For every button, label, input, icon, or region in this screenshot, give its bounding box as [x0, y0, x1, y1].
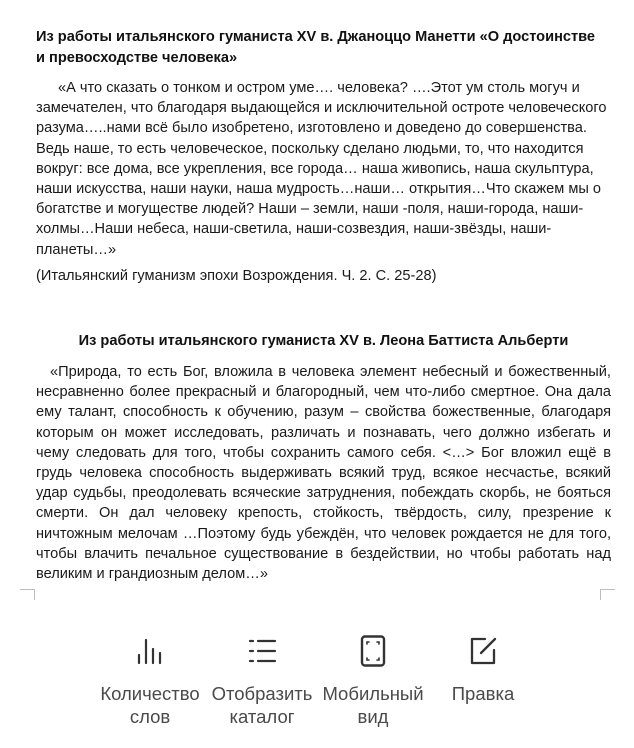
section2-title: Из работы итальянского гуманиста XV в. Леона Баттиста Альберти: [78, 333, 569, 349]
section1-source: (Итальянский гуманизм эпохи Возрождения. Ч. 2. С. 25-28): [36, 268, 437, 284]
mobile-view-button[interactable]: [311, 634, 435, 744]
word-count-button[interactable]: [88, 634, 212, 744]
edit-label: Правка: [451, 683, 515, 704]
section2-quote: «Природа, то есть Бог, вложила в человека элемент небесный и божественный, несравненно более прекрасный и благородный, чем что-либо смертное. Она дала ему талант, способность к обучению, разум – свойства божественные, благодаря которым он может исследовать, различать и познавать, чего должно избегать и чему следовать для того, чтобы сохранить самого себя. <…> Бог вложил ещё в грудь человека способность выдерживать всякий труд, всякое несчастье, всякий удар судьбы, преодолевать всяческие затруднения, побеждать скорбь, не бояться смерти. Он дал человеку крепость, стойкость, твёрдость, силу, презрение к ничтожным мелочам …Поэтому будь убеждён, что человек рождается не для того, чтобы влачить печальное существование в бездействии, но чтобы работать над великим и грандиозным делом…»: [36, 364, 611, 583]
bar-chart-icon: [133, 634, 167, 668]
word-count-label: Количество слов: [100, 683, 200, 727]
page-corner-mark-left: [20, 589, 35, 600]
edit-icon: [466, 634, 500, 668]
section1-title: Из работы итальянского гуманиста XV в. Джаноццо Манетти «О достоинстве и превосходстве человека»: [36, 29, 596, 66]
page-corner-mark-right: [600, 589, 615, 600]
show-catalog-label: Отобразить каталог: [211, 683, 313, 727]
bottom-toolbar: [0, 606, 634, 748]
edit-button[interactable]: [421, 634, 545, 744]
show-catalog-button[interactable]: [200, 634, 324, 744]
mobile-view-label: Мобильный вид: [322, 683, 424, 727]
section1-quote: «А что сказать о тонком и остром уме…. человека? ….Этот ум столь могуч и замечателен, что благодаря выдающейся и исключительной остроте человеческого разума…..нами всё было изобретено, изготовлено и доведено до совершенства. Ведь наше, то есть человеческое, поскольку сделано людьми, то, что находится вокруг: все дома, все укрепления, все города… наша живопись, наша скульптура, наши искусства, наши науки, наша мудрость…наши… открытия…Что скажем мы о богатстве и могуществе людей? Наши – земли, наши -поля, наши-города, наши-холмы…Наши небеса, наши-светила, наши-созвездия, наши-звёзды, наши-планеты…»: [36, 80, 607, 258]
phone-frame-icon: [356, 634, 390, 668]
list-icon: [245, 634, 279, 668]
